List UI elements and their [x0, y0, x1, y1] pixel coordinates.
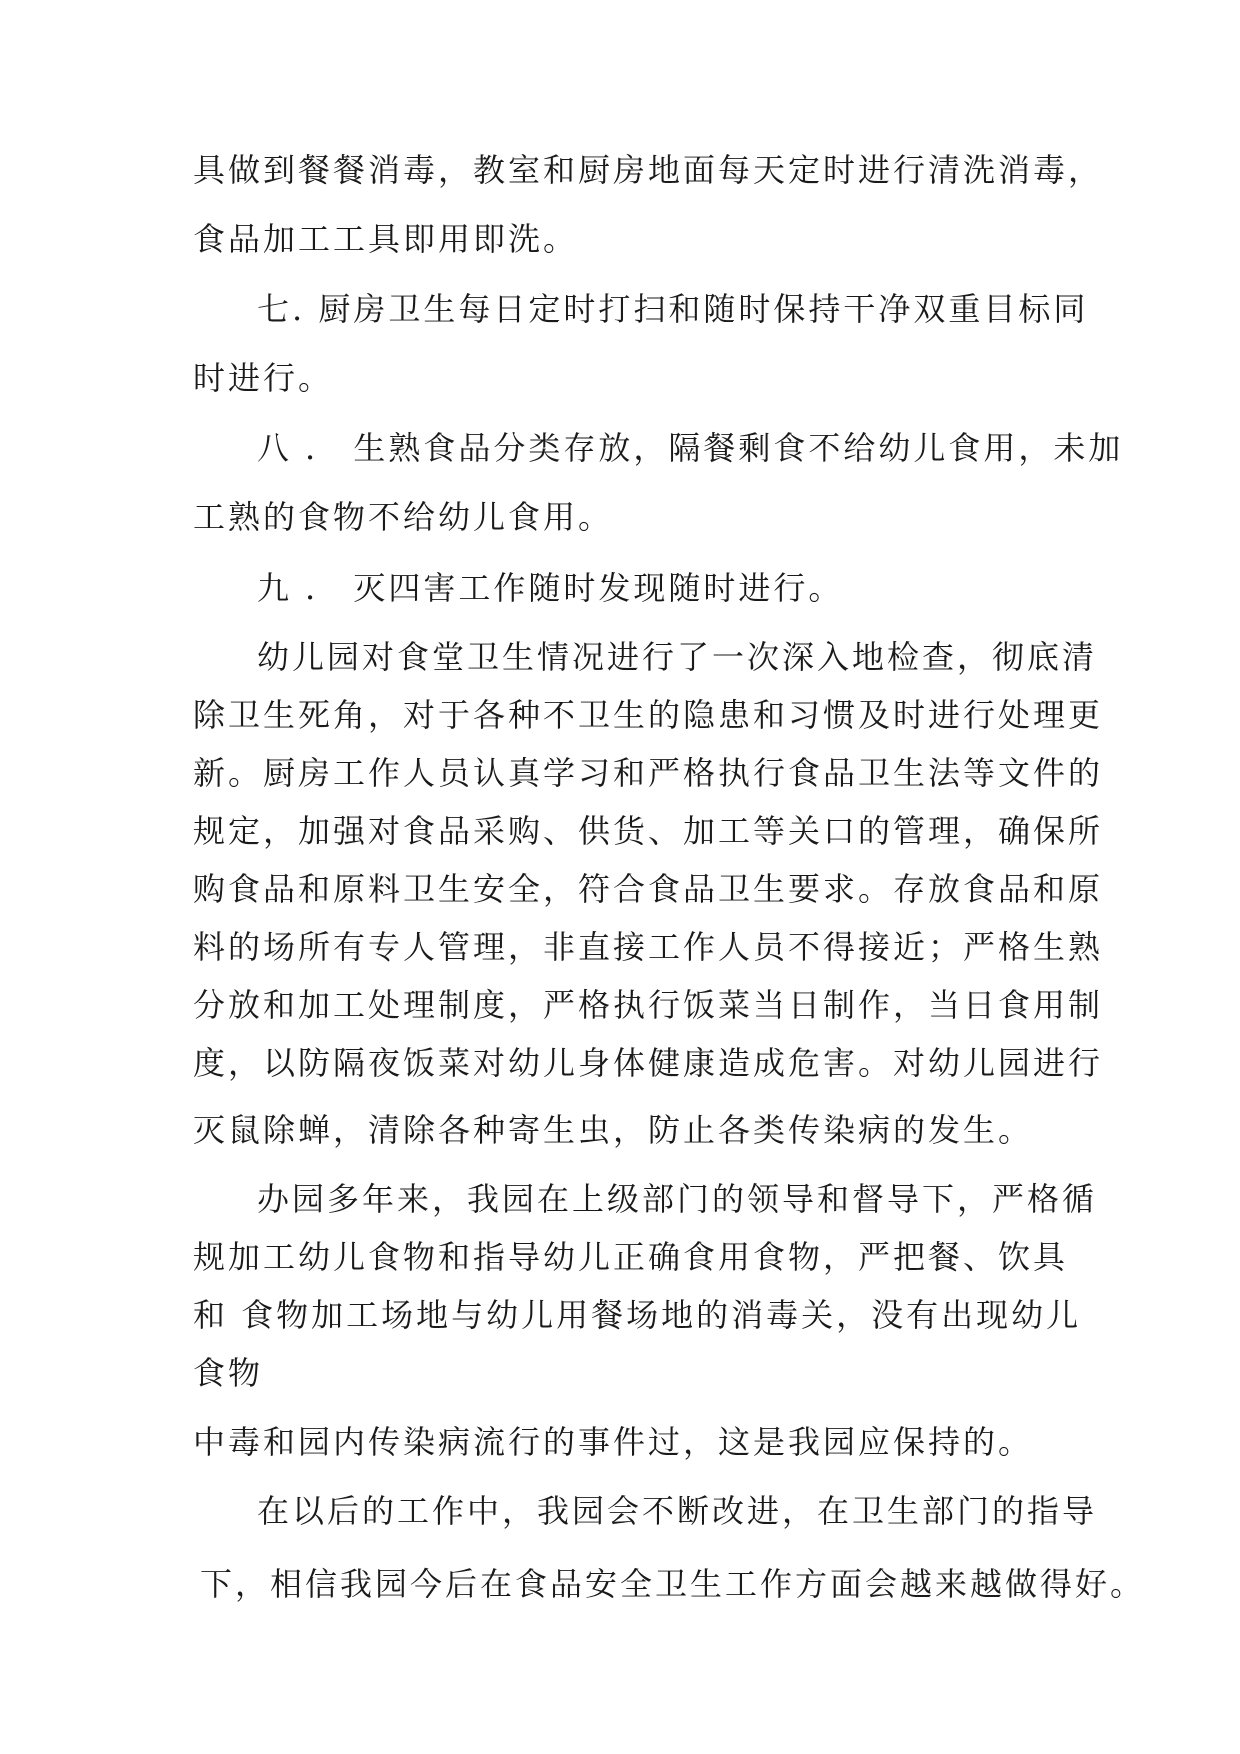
text-line: 购食品和原料卫生安全，符合食品卫生要求。存放食品和原: [193, 870, 1104, 908]
text-line: 中毒和园内传染病流行的事件过，这是我园应保持的。: [193, 1423, 1034, 1461]
text-line: 规加工幼儿食物和指导幼儿正确食用食物，严把餐、饮具: [193, 1238, 1069, 1276]
text-line: 七. 厨房卫生每日定时打扫和随时保持干净双重目标同: [257, 290, 1089, 328]
text-line: 规定，加强对食品采购、供货、加工等关口的管理，确保所: [193, 812, 1104, 850]
text-line: 工熟的食物不给幼儿食用。: [193, 498, 614, 536]
text-line: 时进行。: [193, 359, 334, 397]
text-line: 食品加工工具即用即洗。: [193, 220, 579, 258]
text-line: 料的场所有专人管理，非直接工作人员不得接近；严格生熟: [193, 928, 1104, 966]
text-line: 具做到餐餐消毒，教室和厨房地面每天定时进行清洗消毒，: [193, 151, 1104, 189]
text-line: 幼儿园对食堂卫生情况进行了一次深入地检查，彻底清: [257, 638, 1098, 676]
text-line: 度，以防隔夜饭菜对幼儿身体健康造成危害。对幼儿园进行: [193, 1044, 1104, 1082]
text-line: 八 ． 生熟食品分类存放，隔餐剩食不给幼儿食用，未加: [257, 429, 1124, 467]
text-line: 除卫生死角，对于各种不卫生的隐患和习惯及时进行处理更: [193, 696, 1104, 734]
text-line: 分放和加工处理制度，严格执行饭菜当日制作，当日食用制: [193, 986, 1104, 1024]
text-line: 新。厨房工作人员认真学习和严格执行食品卫生法等文件的: [193, 754, 1104, 792]
text-line: 九 ． 灭四害工作随时发现随时进行。: [257, 569, 844, 607]
text-line: 在以后的工作中，我园会不断改进，在卫生部门的指导: [257, 1492, 1098, 1530]
text-line: 办园多年来，我园在上级部门的领导和督导下，严格循: [257, 1180, 1098, 1218]
text-line: 和 食物加工场地与幼儿用餐场地的消毒关，没有出现幼儿: [193, 1296, 1082, 1334]
text-line: 食物: [193, 1354, 264, 1392]
text-line: 下，相信我园今后在食品安全卫生工作方面会越来越做得好。: [200, 1565, 1146, 1603]
text-line: 灭鼠除蝉，清除各种寄生虫，防止各类传染病的发生。: [193, 1111, 1034, 1149]
